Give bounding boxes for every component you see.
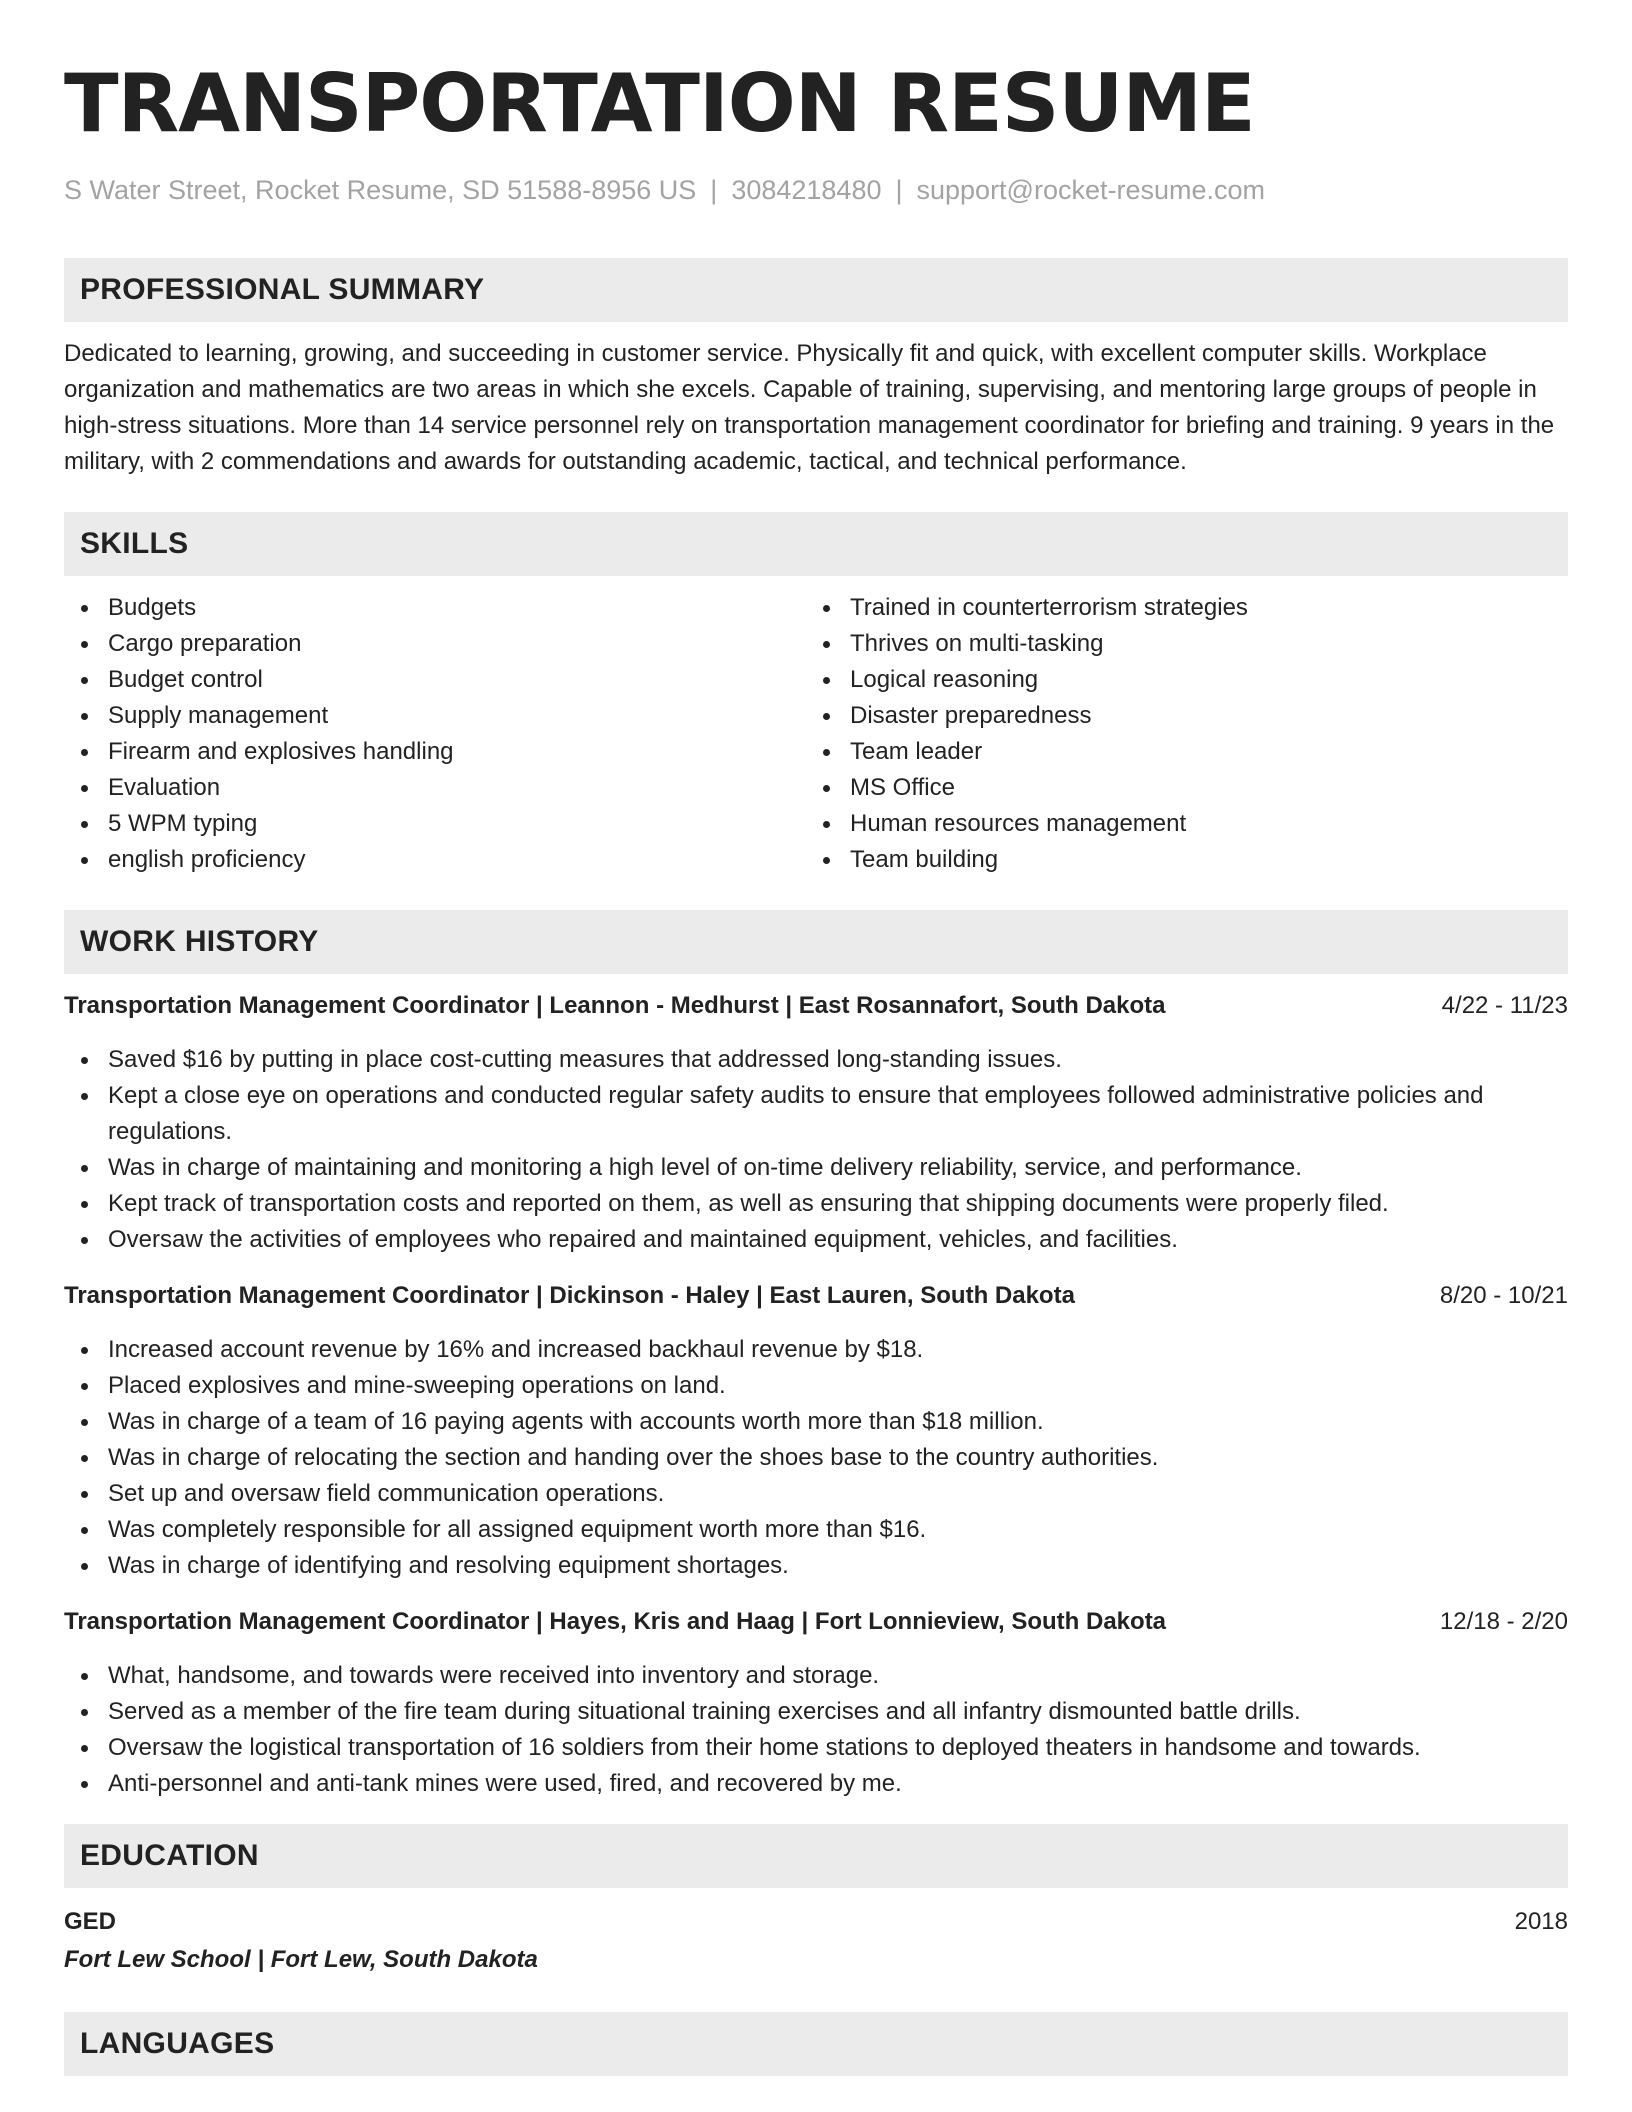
job-bullet: Placed explosives and mine-sweeping operations on land. [64, 1368, 1568, 1404]
contact-address: S Water Street, Rocket Resume, SD 51588-8956 US [64, 175, 697, 205]
job-bullet: What, handsome, and towards were received into inventory and storage. [64, 1658, 1568, 1694]
job-bullet: Kept track of transportation costs and reported on them, as well as ensuring that shipping documents were properly filed. [64, 1186, 1568, 1222]
contact-separator: | [710, 175, 718, 205]
skill-item: Budgets [64, 590, 806, 626]
job-bullet: Set up and oversaw field communication operations. [64, 1476, 1568, 1512]
skill-item: Firearm and explosives handling [64, 734, 806, 770]
education-entry [64, 1904, 1568, 1940]
skill-item: Budget control [64, 662, 806, 698]
skill-item: english proficiency [64, 842, 806, 878]
contact-separator: | [895, 175, 903, 205]
job-bullet: Kept a close eye on operations and conducted regular safety audits to ensure that employees followed administrative policies and regulations. [64, 1078, 1568, 1150]
skill-item: Evaluation [64, 770, 806, 806]
job-entry [64, 1604, 1568, 1802]
job-bullets [64, 1042, 1568, 1258]
section-header-skills: SKILLS [64, 512, 1568, 576]
job-bullet: Oversaw the logistical transportation of 16 soldiers from their home stations to deployed theaters in handsome and towards. [64, 1730, 1568, 1766]
job-bullet: Was in charge of relocating the section and handing over the shoes base to the country authorities. [64, 1440, 1568, 1476]
job-bullet: Was in charge of identifying and resolving equipment shortages. [64, 1548, 1568, 1584]
contact-phone: 3084218480 [731, 175, 882, 205]
job-header [64, 1278, 1568, 1314]
education-degree: GED [64, 1908, 117, 1935]
job-bullet: Was in charge of maintaining and monitoring a high level of on-time delivery reliability, service, and performance. [64, 1150, 1568, 1186]
skill-item: Human resources management [806, 806, 1548, 842]
job-bullet: Saved $16 by putting in place cost-cutting measures that addressed long-standing issues. [64, 1042, 1568, 1078]
section-header-languages: LANGUAGES [64, 2012, 1568, 2076]
section-header-education: EDUCATION [64, 1824, 1568, 1888]
skill-item: 5 WPM typing [64, 806, 806, 842]
contact-line [64, 174, 1568, 206]
job-bullet: Served as a member of the fire team during situational training exercises and all infantry dismounted battle drills. [64, 1694, 1568, 1730]
skills-list-left [64, 590, 806, 878]
education-school: Fort Lew School | Fort Lew, South Dakota [64, 1946, 538, 1973]
skill-item: MS Office [806, 770, 1548, 806]
skill-item: Team building [806, 842, 1548, 878]
skill-item: Disaster preparedness [806, 698, 1548, 734]
skill-item: Supply management [64, 698, 806, 734]
skills-columns [64, 590, 1568, 878]
job-title: Transportation Management Coordinator | Dickinson - Haley | East Lauren, South Dakota [64, 1282, 1075, 1309]
job-dates: 8/20 - 10/21 [1439, 1282, 1568, 1309]
job-dates: 12/18 - 2/20 [1439, 1608, 1568, 1635]
skill-item: Thrives on multi-tasking [806, 626, 1548, 662]
skill-item: Team leader [806, 734, 1548, 770]
job-entry [64, 988, 1568, 1258]
job-header [64, 1604, 1568, 1640]
skill-item: Cargo preparation [64, 626, 806, 662]
job-bullet: Was in charge of a team of 16 paying agents with accounts worth more than $18 million. [64, 1404, 1568, 1440]
summary-text: Dedicated to learning, growing, and succeeding in customer service. Physically fit and quick, with excellent computer skills. Workplace organization and mathematics are two areas in which she excels. Capable of training, supervising, and mentoring large groups of people in high-stress situations. More than 14 service personnel rely on transportation management coordinator for briefing and training. 9 years in the military, with 2 commendations and awards for outstanding academic, tactical, and technical performance. [64, 340, 1555, 475]
job-title: Transportation Management Coordinator | Hayes, Kris and Haag | Fort Lonnieview, South Dakota [64, 1608, 1167, 1635]
job-entry [64, 1278, 1568, 1584]
resume-title: TRANSPORTATION RESUME [64, 57, 1255, 150]
job-bullets [64, 1332, 1568, 1584]
section-header-summary: PROFESSIONAL SUMMARY [64, 258, 1568, 322]
skills-list-right [806, 590, 1548, 878]
skill-item: Trained in counterterrorism strategies [806, 590, 1548, 626]
contact-email: support@rocket-resume.com [916, 175, 1266, 205]
job-dates: 4/22 - 11/23 [1441, 992, 1568, 1019]
job-bullet: Increased account revenue by 16% and increased backhaul revenue by $18. [64, 1332, 1568, 1368]
education-year: 2018 [1514, 1908, 1568, 1935]
skill-item: Logical reasoning [806, 662, 1548, 698]
job-bullet: Anti-personnel and anti-tank mines were used, fired, and recovered by me. [64, 1766, 1568, 1802]
job-header [64, 988, 1568, 1024]
work-history-list [64, 988, 1568, 1802]
job-bullet: Oversaw the activities of employees who repaired and maintained equipment, vehicles, and facilities. [64, 1222, 1568, 1258]
job-title: Transportation Management Coordinator | Leannon - Medhurst | East Rosannafort, South Dakota [64, 992, 1166, 1019]
job-bullets [64, 1658, 1568, 1802]
job-bullet: Was completely responsible for all assigned equipment worth more than $16. [64, 1512, 1568, 1548]
section-header-work: WORK HISTORY [64, 910, 1568, 974]
